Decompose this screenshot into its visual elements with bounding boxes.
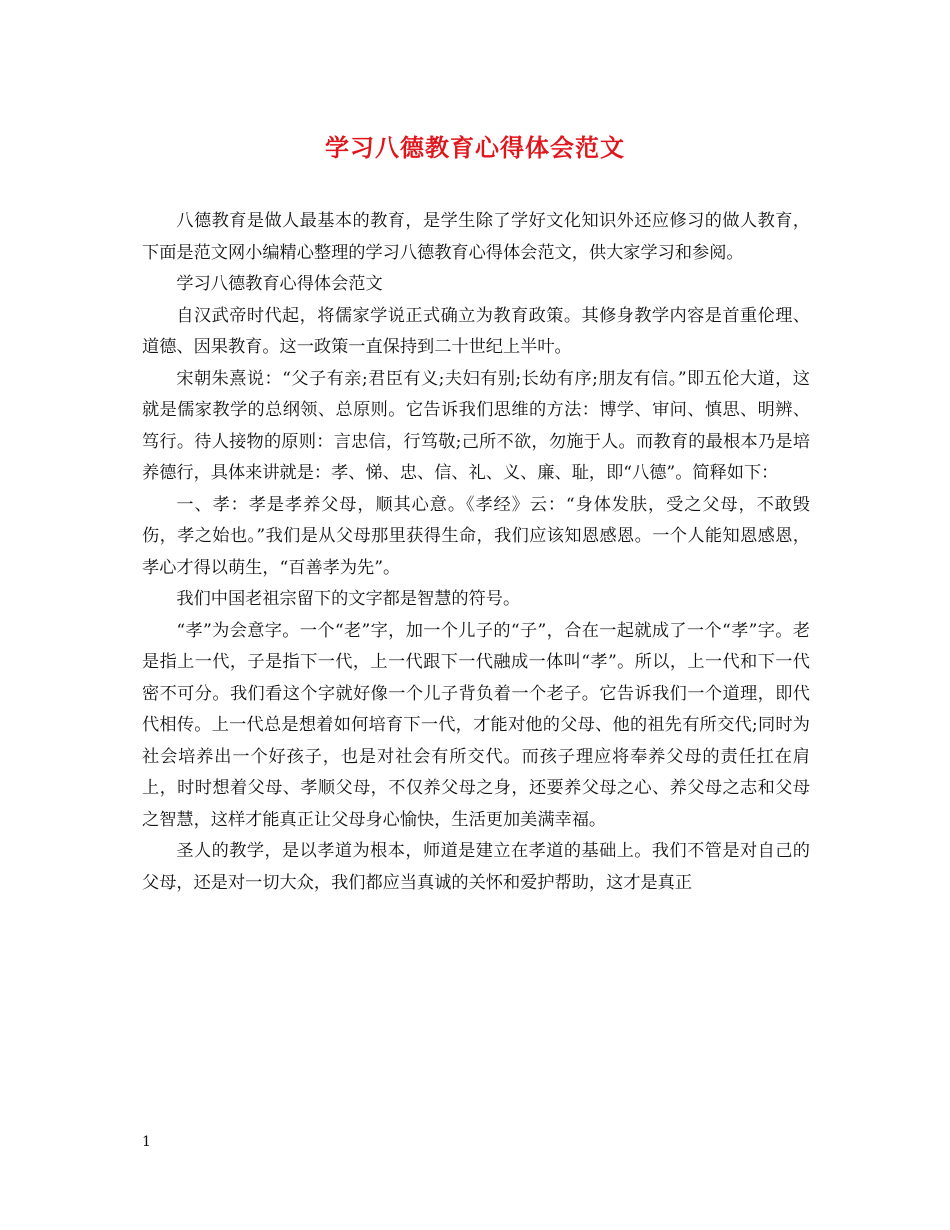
document-title: 学习八德教育心得体会范文	[325, 133, 625, 162]
paragraph-zhuxi: 宋朝朱熹说：“父子有亲;君臣有义;夫妇有别;长幼有序;朋友有信。”即五伦大道，这就是儒家教学的总纲领、总原则。它告诉我们思维的方法：博学、审问、慎思、明辨、笃行。待人接物的原则：言忠信，行笃敬;己所不欲，勿施于人。而教育的最根本乃是培养德行，具体来讲就是：孝、悌、忠、信、礼、义、廉、耻，即“八德”。简释如下：	[142, 368, 810, 483]
document-body	[142, 206, 810, 899]
paragraph-history: 自汉武帝时代起，将儒家学说正式确立为教育政策。其修身教学内容是首重伦理、道德、因果教育。这一政策一直保持到二十世纪上半叶。	[142, 305, 810, 357]
paragraph-sage-teaching: 圣人的教学，是以孝道为根本，师道是建立在孝道的基础上。我们不管是对自己的父母，还是对一切大众，我们都应当真诚的关怀和爱护帮助，这才是真正	[142, 841, 810, 893]
paragraph-xiao-character: “孝”为会意字。一个“老”字，加一个儿子的“子”，合在一起就成了一个“孝”字。老是指上一代，子是指下一代，上一代跟下一代融成一体叫“孝”。所以，上一代和下一代密不可分。我们看这个字就好像一个儿子背负着一个老子。它告诉我们一个道理，即代代相传。上一代总是想着如何培育下一代，才能对他的父母、他的祖先有所交代;同时为社会培养出一个好孩子，也是对社会有所交代。而孩子理应将奉养父母的责任扛在肩上，时时想着父母、孝顺父母，不仅养父母之身，还要养父母之心、养父母之志和父母之智慧，这样才能真正让父母身心愉快，生活更加美满幸福。	[142, 620, 810, 830]
paragraph-ancestors: 我们中国老祖宗留下的文字都是智慧的符号。	[176, 589, 521, 609]
paragraph-xiao: 一、孝：孝是孝养父母，顺其心意。《孝经》云：“身体发肤，受之父母，不敢毁伤，孝之始也。”我们是从父母那里获得生命，我们应该知恩感恩。一个人能知恩感恩，孝心才得以萌生，“百善孝为先”。	[142, 494, 810, 578]
page-number: 1	[142, 1134, 151, 1150]
paragraph-intro: 八德教育是做人最基本的教育，是学生除了学好文化知识外还应修习的做人教育，下面是范文网小编精心整理的学习八德教育心得体会范文，供大家学习和参阅。	[142, 211, 810, 263]
paragraph-subtitle: 学习八德教育心得体会范文	[176, 274, 383, 294]
